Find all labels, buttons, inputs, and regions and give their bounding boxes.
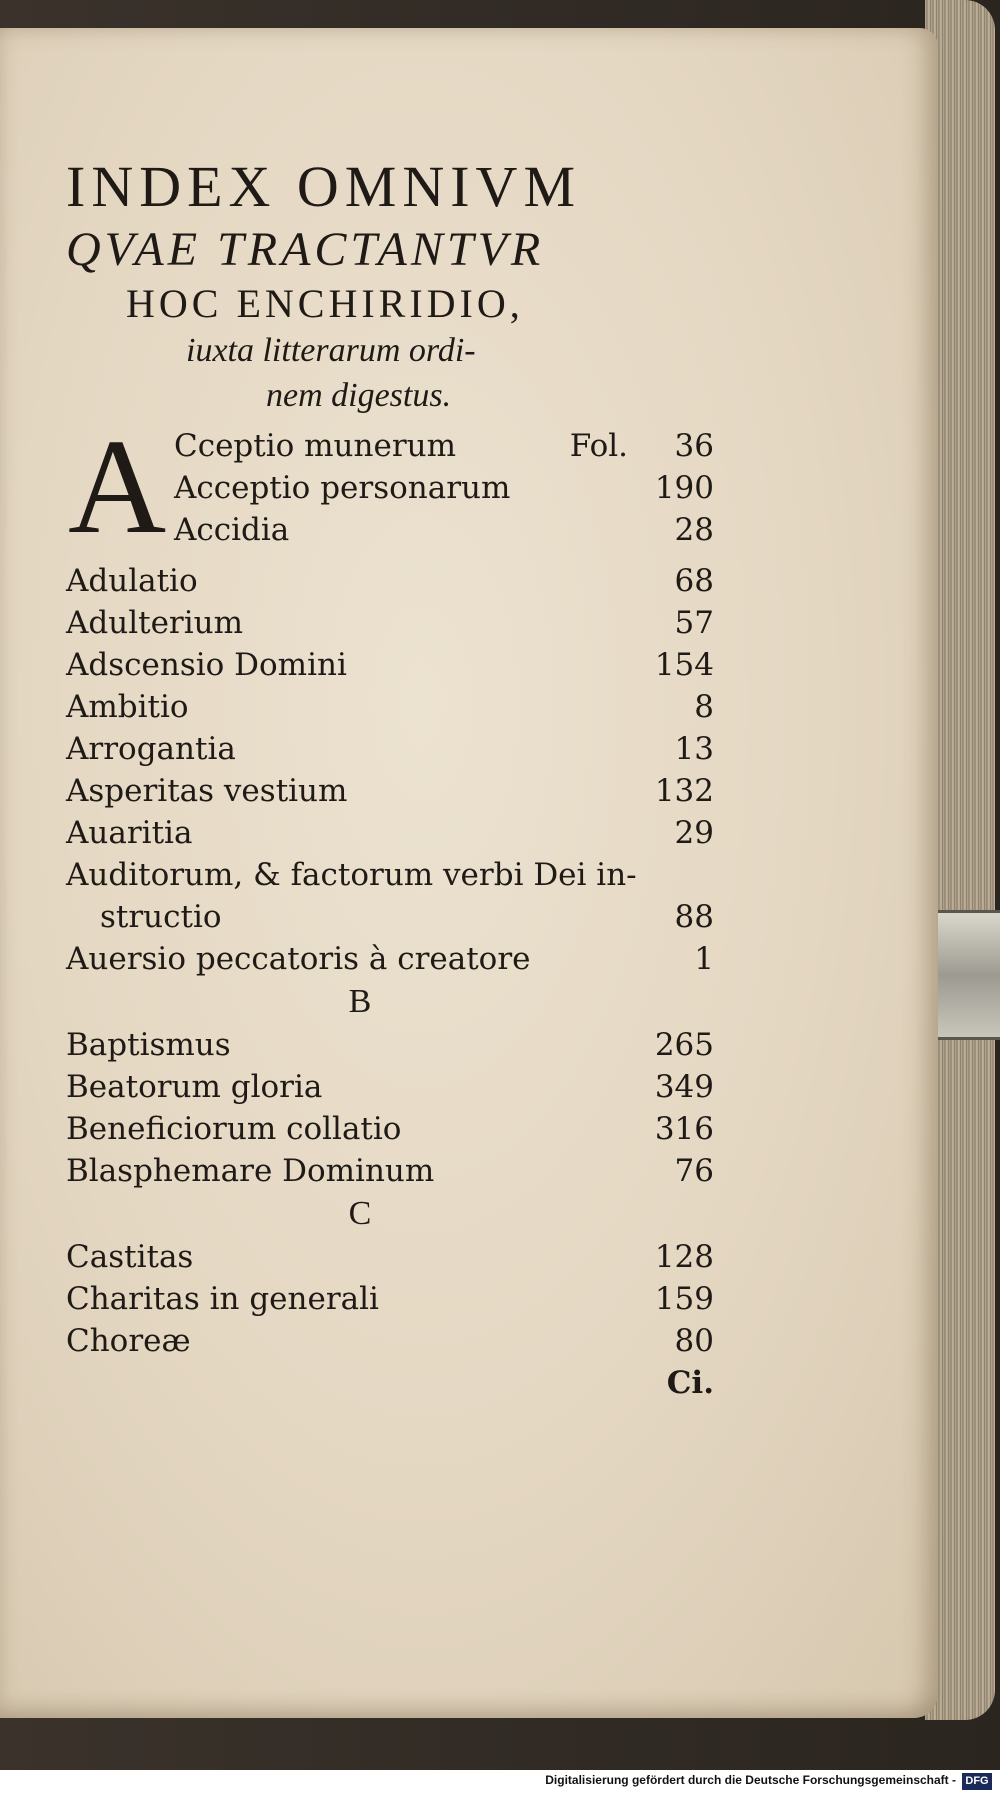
entry-page: 349 <box>654 1069 714 1105</box>
entry-term: Cceptio munerum <box>174 428 457 464</box>
index-entry <box>66 812 714 854</box>
index-text-column <box>66 155 714 1404</box>
entry-term: Choreæ <box>66 1323 191 1359</box>
index-entry <box>66 1024 714 1066</box>
entry-term: Baptismus <box>66 1027 231 1063</box>
entry-page: 88 <box>674 899 714 935</box>
entry-term: Auersio peccatoris à creatore <box>66 941 531 977</box>
entry-term: structio <box>100 899 222 935</box>
index-entry <box>66 686 714 728</box>
index-entry <box>66 1150 714 1192</box>
entry-page: 132 <box>654 773 714 809</box>
index-entry <box>66 602 714 644</box>
entry-page: 80 <box>674 1323 714 1359</box>
index-entry <box>66 728 714 770</box>
index-entry <box>174 425 714 467</box>
index-entry <box>66 1108 714 1150</box>
funding-notice: Digitalisierung gefördert durch die Deutsche Forschungsgemeinschaft - <box>545 1773 956 1787</box>
index-entry <box>66 938 714 980</box>
index-entry <box>66 1320 714 1362</box>
entry-term: Adulterium <box>66 605 244 641</box>
title-line-4: iuxta litterarum ordi- <box>186 332 476 369</box>
index-entry <box>66 1236 714 1278</box>
entry-page: 159 <box>654 1281 714 1317</box>
footer-bar <box>0 1770 1000 1794</box>
drop-cap-entries <box>174 425 714 551</box>
index-entry <box>66 644 714 686</box>
title-line-3: HOC ENCHIRIDIO, <box>126 281 524 326</box>
index-entry-multiline-end <box>66 896 714 938</box>
entry-page: 1 <box>694 941 714 977</box>
entry-page: 57 <box>674 605 714 641</box>
entry-term: Castitas <box>66 1239 194 1275</box>
section-a-first-block <box>66 412 714 562</box>
title-line-2: QVAE TRACTANTVR <box>66 223 545 276</box>
entry-term: Acceptio personarum <box>174 470 511 506</box>
entry-term: Asperitas vestium <box>66 773 348 809</box>
entry-term: Adulatio <box>66 563 198 599</box>
folio-label: Fol. <box>569 428 628 464</box>
entry-page: 316 <box>654 1111 714 1147</box>
entry-page: 36 <box>674 428 714 464</box>
entry-term: Arrogantia <box>66 731 236 767</box>
dfg-logo: DFG <box>962 1773 992 1790</box>
section-letter-b: B <box>348 983 372 1020</box>
index-entry <box>66 560 714 602</box>
entry-term: Ambitio <box>66 689 189 725</box>
index-entry <box>66 1066 714 1108</box>
entry-page: 29 <box>674 815 714 851</box>
entry-term: Adscensio Domini <box>66 647 347 683</box>
entry-page: 68 <box>674 563 714 599</box>
drop-cap: A <box>68 412 167 562</box>
index-entry <box>66 1278 714 1320</box>
entry-page: 28 <box>674 512 714 548</box>
entry-page: 154 <box>654 647 714 683</box>
entry-term: Charitas in generali <box>66 1281 379 1317</box>
entry-term: Beatorum gloria <box>66 1069 323 1105</box>
index-entry-multiline-start: Auditorum, & factorum verbi Dei in- <box>66 857 637 893</box>
entry-page: 190 <box>654 470 714 506</box>
entry-page: 8 <box>694 689 714 725</box>
index-entry <box>66 770 714 812</box>
entry-page: 128 <box>654 1239 714 1275</box>
entry-page: 265 <box>654 1027 714 1063</box>
entry-term: Accidia <box>174 512 290 548</box>
entry-page: 76 <box>674 1153 714 1189</box>
title-line-5: nem digestus. <box>266 377 452 414</box>
entry-term: Auaritia <box>66 815 193 851</box>
index-entry <box>174 509 714 551</box>
entry-page: 13 <box>674 731 714 767</box>
index-entry <box>174 467 714 509</box>
section-letter-c: C <box>348 1195 372 1232</box>
catchword: Ci. <box>666 1365 714 1401</box>
entry-term: Blasphemare Dominum <box>66 1153 435 1189</box>
title-line-1: INDEX OMNIVM <box>66 154 582 219</box>
entry-term: Beneficiorum collatio <box>66 1111 402 1147</box>
